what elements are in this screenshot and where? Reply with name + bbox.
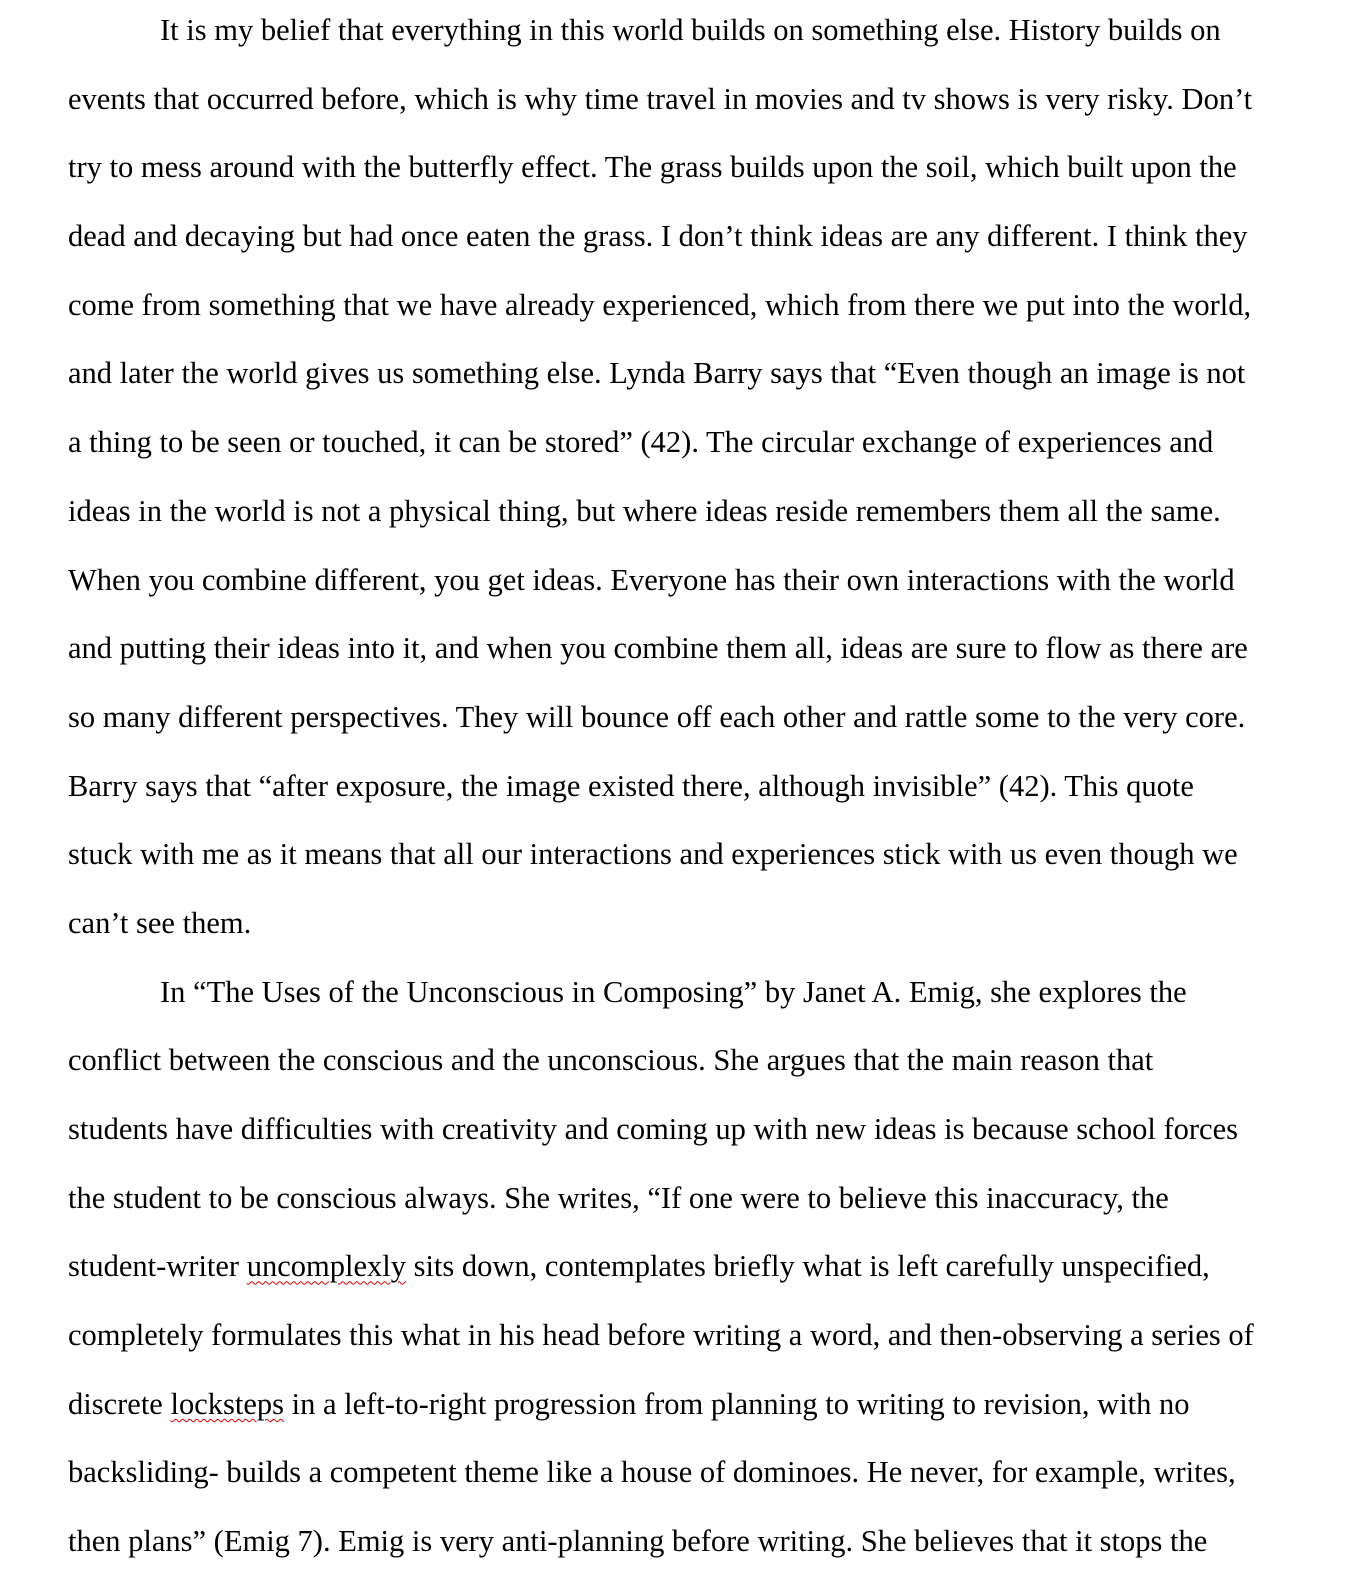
text-line [68,143,1348,212]
text-line [68,556,1348,625]
text-line [68,968,1348,1037]
text-run: completely formulates this what in his head before writing a word, and then-observing a series of [68,1318,1254,1353]
text-line [68,75,1348,144]
text-line [68,212,1348,281]
text-line [68,899,1348,968]
text-line [68,349,1348,418]
text-line [68,418,1348,487]
text-run: try to mess around with the butterfly effect. The grass builds upon the soil, which built upon the [68,150,1237,185]
paragraph-2 [68,968,1348,1586]
text-run: student-writer [68,1249,247,1284]
text-run: the student to be conscious always. She writes, “If one were to believe this inaccuracy, the [68,1180,1169,1215]
text-run: and putting their ideas into it, and when you combine them all, ideas are sure to flow as there are [68,631,1248,666]
text-line [68,1448,1348,1517]
text-run: sits down, contemplates briefly what is left carefully unspecified, [405,1249,1210,1284]
text-run: discrete [68,1386,171,1421]
text-run: Barry says that “after exposure, the image existed there, although invisible” (42). This quote [68,768,1194,803]
text-run: events that occurred before, which is why time travel in movies and tv shows is very risky. Don’t [68,81,1253,116]
spelling-error-word[interactable]: locksteps [170,1386,284,1421]
text-line [68,281,1348,350]
text-line [68,624,1348,693]
document-body[interactable] [68,6,1348,1586]
text-line [68,6,1348,75]
text-run: then plans” (Emig 7). Emig is very anti-planning before writing. She believes that it stops the [68,1524,1208,1559]
text-line [68,693,1348,762]
text-run: dead and decaying but had once eaten the grass. I don’t think ideas are any different. I think they [68,219,1248,254]
text-run: and later the world gives us something else. Lynda Barry says that “Even though an image is not [68,356,1246,391]
text-run: so many different perspectives. They will bounce off each other and rattle some to the very core. [68,699,1246,734]
paragraph-1 [68,6,1348,968]
text-line [68,487,1348,556]
text-run: backsliding- builds a competent theme like a house of dominoes. He never, for example, writes, [68,1455,1236,1490]
text-run: When you combine different, you get ideas. Everyone has their own interactions with the world [68,562,1235,597]
text-line [68,1174,1348,1243]
spelling-error-word[interactable]: uncomplexly [246,1249,406,1284]
text-line [68,762,1348,831]
text-line [68,1242,1348,1311]
text-line [68,1311,1348,1380]
text-line [68,1105,1348,1174]
text-run: ideas in the world is not a physical thing, but where ideas reside remembers them all the same. [68,493,1221,528]
text-run: stuck with me as it means that all our interactions and experiences stick with us even though we [68,837,1238,872]
text-run: in a left-to-right progression from planning to writing to revision, with no [283,1386,1190,1421]
text-line [68,1517,1348,1586]
text-run: conflict between the conscious and the unconscious. She argues that the main reason that [68,1043,1154,1078]
text-run: In “The Uses of the Unconscious in Composing” by Janet A. Emig, she explores the [160,974,1187,1009]
text-run: come from something that we have already experienced, which from there we put into the world, [68,287,1252,322]
text-line [68,1380,1348,1449]
text-line [68,830,1348,899]
text-run: can’t see them. [68,905,252,940]
text-line [68,1036,1348,1105]
text-run: students have difficulties with creativity and coming up with new ideas is because school forces [68,1112,1238,1146]
text-run: a thing to be seen or touched, it can be stored” (42). The circular exchange of experiences and [68,425,1214,460]
text-run: It is my belief that everything in this world builds on something else. History builds on [160,13,1221,47]
